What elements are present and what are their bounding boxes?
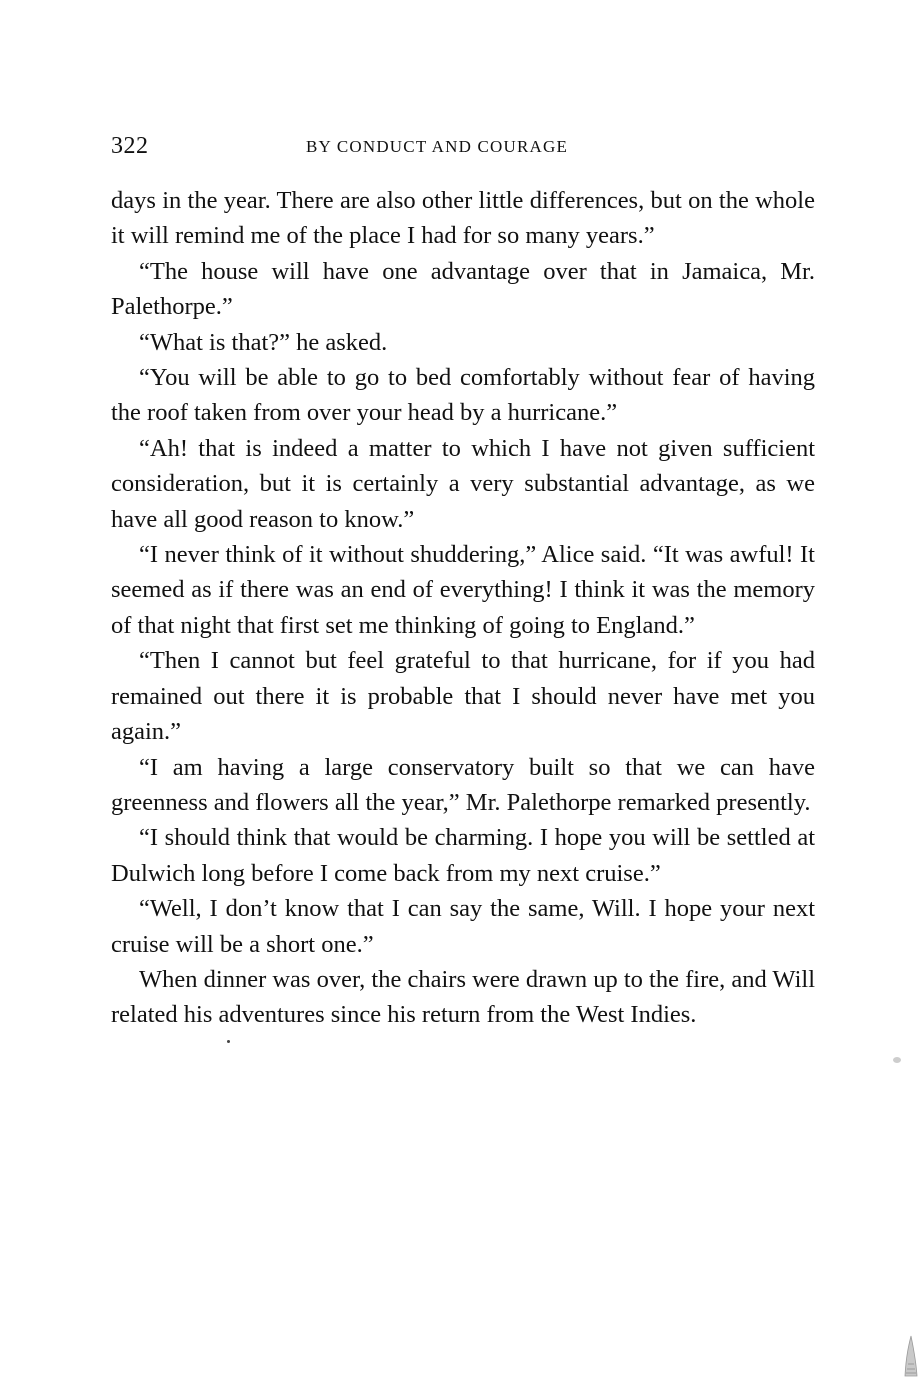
paragraph: “Then I cannot but feel grateful to that hurricane, for if you had remained out there it is probable that I should never have met you again.” [111,647,815,746]
ink-dot [227,1040,230,1043]
paragraph: “Ah! that is indeed a matter to which I have not given sufficient consideration, but it is certainly a very substantial advantage, as we have all good reason to know.” [111,434,815,533]
paragraph: “Well, I don’t know that I can say the same, Will. I hope your next cruise will be a short one.” [111,895,815,958]
page-number: 322 [111,133,149,159]
paragraph: “I should think that would be charming. I hope you will be settled at Dulwich long before I come back from my next cruise.” [111,824,815,887]
paragraph: “The house will have one advantage over that in Jamaica, Mr. Palethorpe.” [111,257,815,321]
body-text [111,183,815,1033]
page-header [111,133,815,165]
running-title: BY CONDUCT AND COURAGE [306,137,569,156]
scan-corner-mark-icon [903,1334,919,1378]
paragraph-continuation: days in the year. There are also other little differences, but on the whole it will remind me of the place I had for so many years.” [111,187,815,250]
scan-speck [893,1057,901,1063]
paragraph: “You will be able to go to bed comfortably without fear of having the roof taken from over your head by a hurricane.” [111,364,815,427]
paragraph: “I never think of it without shuddering,” Alice said. “It was awful! It seemed as if there was an end of everything! I think it was the memory of that night that first set me thinking of going to England.” [111,541,815,639]
paragraph: “What is that?” he asked. [139,328,388,356]
paragraph: “I am having a large conservatory built so that we can have greenness and flowers all the year,” Mr. Palethorpe remarked presently. [111,753,815,816]
paragraph: When dinner was over, the chairs were drawn up to the fire, and Will related his adventures since his return from the West Indies. [111,965,815,1029]
